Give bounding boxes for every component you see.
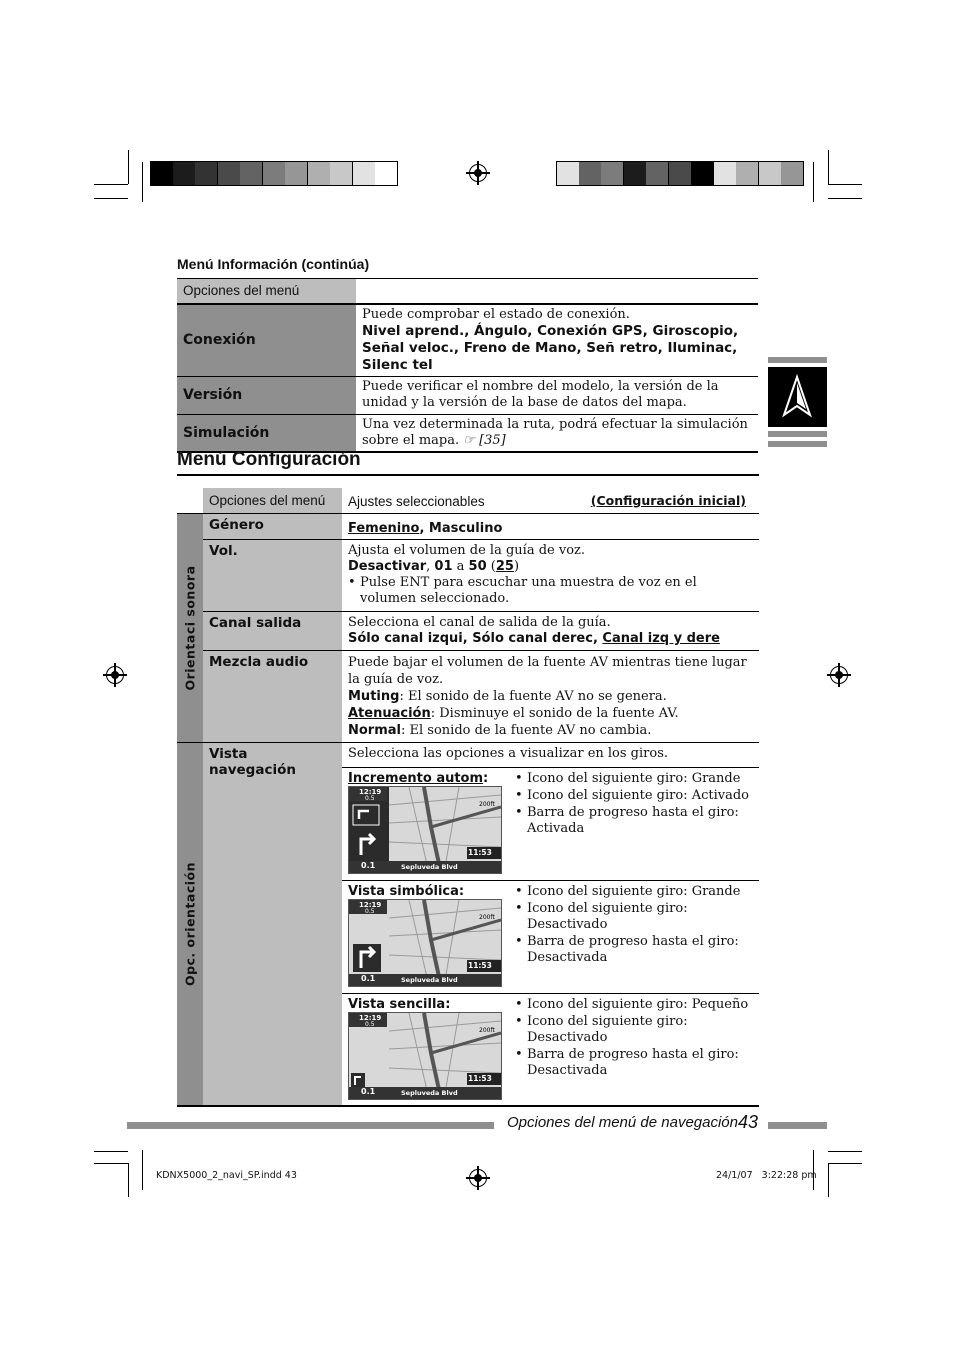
info-menu-table xyxy=(177,278,758,453)
screen-time-top: 12:19 xyxy=(359,901,382,909)
row-text: Puede verificar el nombre del modelo, la versión de la unidad y la versión de la base de datos del mapa. xyxy=(356,376,758,414)
color-swatch xyxy=(285,161,308,186)
color-swatch xyxy=(150,161,174,186)
color-swatch xyxy=(173,161,196,186)
screen-distance: 0.1 xyxy=(361,861,376,870)
color-swatch xyxy=(601,161,624,186)
table-row xyxy=(177,304,758,377)
row-text: Selecciona el canal de salida de la guía. xyxy=(348,615,611,630)
row-label-simulacion: Simulación xyxy=(177,414,356,452)
bullet-item: • Barra de progreso hasta el giro: Desactivada xyxy=(527,1047,753,1079)
section-title-info: Menú Información (continúa) xyxy=(177,256,370,272)
color-swatch xyxy=(330,161,353,186)
screen-time-top: 12:19 xyxy=(359,788,382,796)
screen-scale: 200ft xyxy=(479,801,495,808)
option-masculino: , Masculino xyxy=(419,521,503,536)
row-label-vol: Vol. xyxy=(203,540,342,612)
group-label-orientacion-sonora: Orientaci sonora xyxy=(182,565,198,691)
color-swatch xyxy=(308,161,331,186)
bullet-item: • Icono del siguiente giro: Desactivado xyxy=(527,1014,753,1046)
view-option-name: Vista sencilla xyxy=(348,997,446,1012)
table-row xyxy=(177,540,759,612)
table-header-settings: Ajustes seleccionables xyxy=(348,494,485,509)
bullet-item: • Icono del siguiente giro: Grande xyxy=(527,884,753,900)
screen-time-top: 12:19 xyxy=(359,1014,382,1022)
registration-mark-top xyxy=(469,164,487,182)
side-tab-bar-top xyxy=(768,357,827,363)
screen-distance: 0.1 xyxy=(361,974,376,983)
color-swatch xyxy=(669,161,692,186)
color-swatch xyxy=(375,161,398,186)
table-header-options: Opciones del menú xyxy=(177,279,356,304)
nav-screen-thumbnail xyxy=(348,899,502,987)
title-rule xyxy=(177,474,759,476)
bullet-item: • Icono del siguiente giro: Desactivado xyxy=(527,901,753,933)
bullet-item: • Icono del siguiente giro: Grande xyxy=(527,771,753,787)
screen-street: Sepluveda Blvd xyxy=(401,976,458,984)
side-tab xyxy=(768,367,827,427)
row-text: Ajusta el volumen de la guía de voz. xyxy=(348,543,586,558)
footer-bar-right xyxy=(768,1122,827,1129)
group-label-cell xyxy=(177,743,203,1107)
color-swatch xyxy=(691,161,714,186)
row-label-genero: Género xyxy=(203,514,342,540)
view-option: Vista simbólica: 12:19 0.5 200ft 11:53 0.1 Sepluveda Blvd • Icono del siguiente giro: Grande • Icono del siguiente giro: Desactivado • Barra de progreso hasta el giro: Desactivada xyxy=(342,880,759,993)
nav-screen-thumbnail xyxy=(348,786,502,874)
initial-setting-note: (Configuración inicial) xyxy=(590,493,746,508)
row-options: Nivel aprend., Ángulo, Conexión GPS, Giroscopio, Señal veloc., Freno de Mano, Señ retro, Iluminac, Silenc tel xyxy=(362,322,739,373)
page-reference: ☞ [35] xyxy=(463,432,506,448)
registration-mark-left xyxy=(106,666,124,684)
bullet-item: • Icono del siguiente giro: Pequeño xyxy=(527,997,753,1013)
screen-time-bottom: 11:53 xyxy=(468,1074,492,1083)
view-option-name: Incremento autom xyxy=(348,771,484,786)
channel-default: Canal izq y dere xyxy=(602,631,720,646)
bullet-item: • Barra de progreso hasta el giro: Desactivada xyxy=(527,934,753,966)
screen-scale: 200ft xyxy=(479,1027,495,1034)
row-label-canal: Canal salida xyxy=(203,612,342,651)
bullet-item: • Barra de progreso hasta el giro: Activada xyxy=(527,805,753,837)
view-option-name: Vista simbólica xyxy=(348,884,459,899)
option-atenuacion: Atenuación xyxy=(348,706,431,721)
row-label-version: Versión xyxy=(177,376,356,414)
option-muting: Muting xyxy=(348,689,400,704)
color-swatch xyxy=(240,161,263,186)
row-text: Una vez determinada la ruta, podrá efectuar la simulación sobre el mapa. xyxy=(362,416,748,448)
registration-mark-bottom xyxy=(469,1169,487,1187)
nav-screen-thumbnail xyxy=(348,1012,502,1100)
color-swatch xyxy=(736,161,759,186)
side-tab-bar-mid xyxy=(768,431,827,437)
row-text: Puede comprobar el estado de conexión. xyxy=(362,306,630,322)
screen-scale: 200ft xyxy=(479,914,495,921)
color-swatch xyxy=(646,161,669,186)
group-label-opc-orientacion: Opc. orientación xyxy=(182,861,198,987)
color-swatch xyxy=(781,161,804,186)
screen-time-bottom: 11:53 xyxy=(468,848,492,857)
screen-distance: 0.1 xyxy=(361,1087,376,1096)
footer-bar-left xyxy=(127,1122,494,1129)
section-title-config: Menú Configuración xyxy=(177,449,361,470)
config-menu-table xyxy=(177,488,759,1107)
footer-filename: KDNX5000_2_navi_SP.indd 43 xyxy=(156,1170,297,1181)
color-swatch xyxy=(353,161,376,186)
navigation-arrow-icon xyxy=(768,367,827,427)
color-swatch xyxy=(263,161,286,186)
color-swatch xyxy=(218,161,241,186)
row-label-vista: Vista navegación xyxy=(203,743,342,1107)
color-swatch xyxy=(556,161,580,186)
bullet-item: • Icono del siguiente giro: Activado xyxy=(527,788,753,804)
row-text: Selecciona las opciones a visualizar en los giros. xyxy=(348,746,668,761)
option-normal: Normal xyxy=(348,723,401,738)
screen-street: Sepluveda Blvd xyxy=(401,1089,458,1097)
group-label-cell xyxy=(177,514,203,743)
table-row xyxy=(177,612,759,651)
screen-dist-top: 0.5 xyxy=(365,908,375,915)
color-swatch xyxy=(759,161,782,186)
table-row xyxy=(177,514,759,540)
side-tab-bar-bottom xyxy=(768,441,827,447)
table-header-options: Opciones del menú xyxy=(203,488,342,514)
screen-dist-top: 0.5 xyxy=(365,1021,375,1028)
view-option: Vista sencilla: 12:19 0.5 200ft 11:53 0.1 Sepluveda Blvd • Icono del siguiente giro: Pequeño • Icono del siguiente giro: Desactivado • Barra de progreso hasta el giro: Desactivada xyxy=(342,993,759,1102)
option-femenino: Femenino xyxy=(348,521,420,536)
screen-street: Sepluveda Blvd xyxy=(401,863,458,871)
table-row: Mezcla audio Puede bajar el volumen de la fuente AV mientras tiene lugar la guía de voz. Muting: El sonido de la fuente AV no se genera. Atenuación: Disminuye el sonido de la fuente AV. Normal: El sonido de la fuente AV no cambia. xyxy=(177,651,759,743)
screen-time-bottom: 11:53 xyxy=(468,961,492,970)
table-row xyxy=(177,414,758,452)
vol-range: Desactivar, 01 a 50 (25) xyxy=(348,559,520,574)
channel-options: Sólo canal izqui, Sólo canal derec, xyxy=(348,631,603,646)
registration-mark-right xyxy=(830,666,848,684)
footer-section: Opciones del menú de navegación xyxy=(507,1114,738,1131)
footer-date: 24/1/07 3:22:28 pm xyxy=(716,1170,817,1181)
page-number: 43 xyxy=(738,1112,759,1132)
table-row xyxy=(177,743,759,1107)
color-swatch xyxy=(714,161,737,186)
view-options xyxy=(342,767,759,1102)
row-label-mezcla: Mezcla audio xyxy=(203,651,342,743)
row-text: Puede bajar el volumen de la fuente AV mientras tiene lugar la guía de voz. xyxy=(348,655,747,687)
color-swatch xyxy=(195,161,218,186)
view-option: Incremento autom: 12:19 0.5 200ft 11:53 0.1 Sepluveda Blvd • Icono del siguiente giro: Grande • Icono del siguiente giro: Activado • Barra de progreso hasta el giro: Activada xyxy=(342,767,759,880)
row-label-conexion: Conexión xyxy=(177,304,356,377)
color-swatch xyxy=(624,161,647,186)
table-row xyxy=(177,376,758,414)
color-swatch xyxy=(579,161,602,186)
bullet-item: • Pulse ENT para escuchar una muestra de voz en el volumen seleccionado. xyxy=(360,575,753,607)
screen-dist-top: 0.5 xyxy=(365,795,375,802)
